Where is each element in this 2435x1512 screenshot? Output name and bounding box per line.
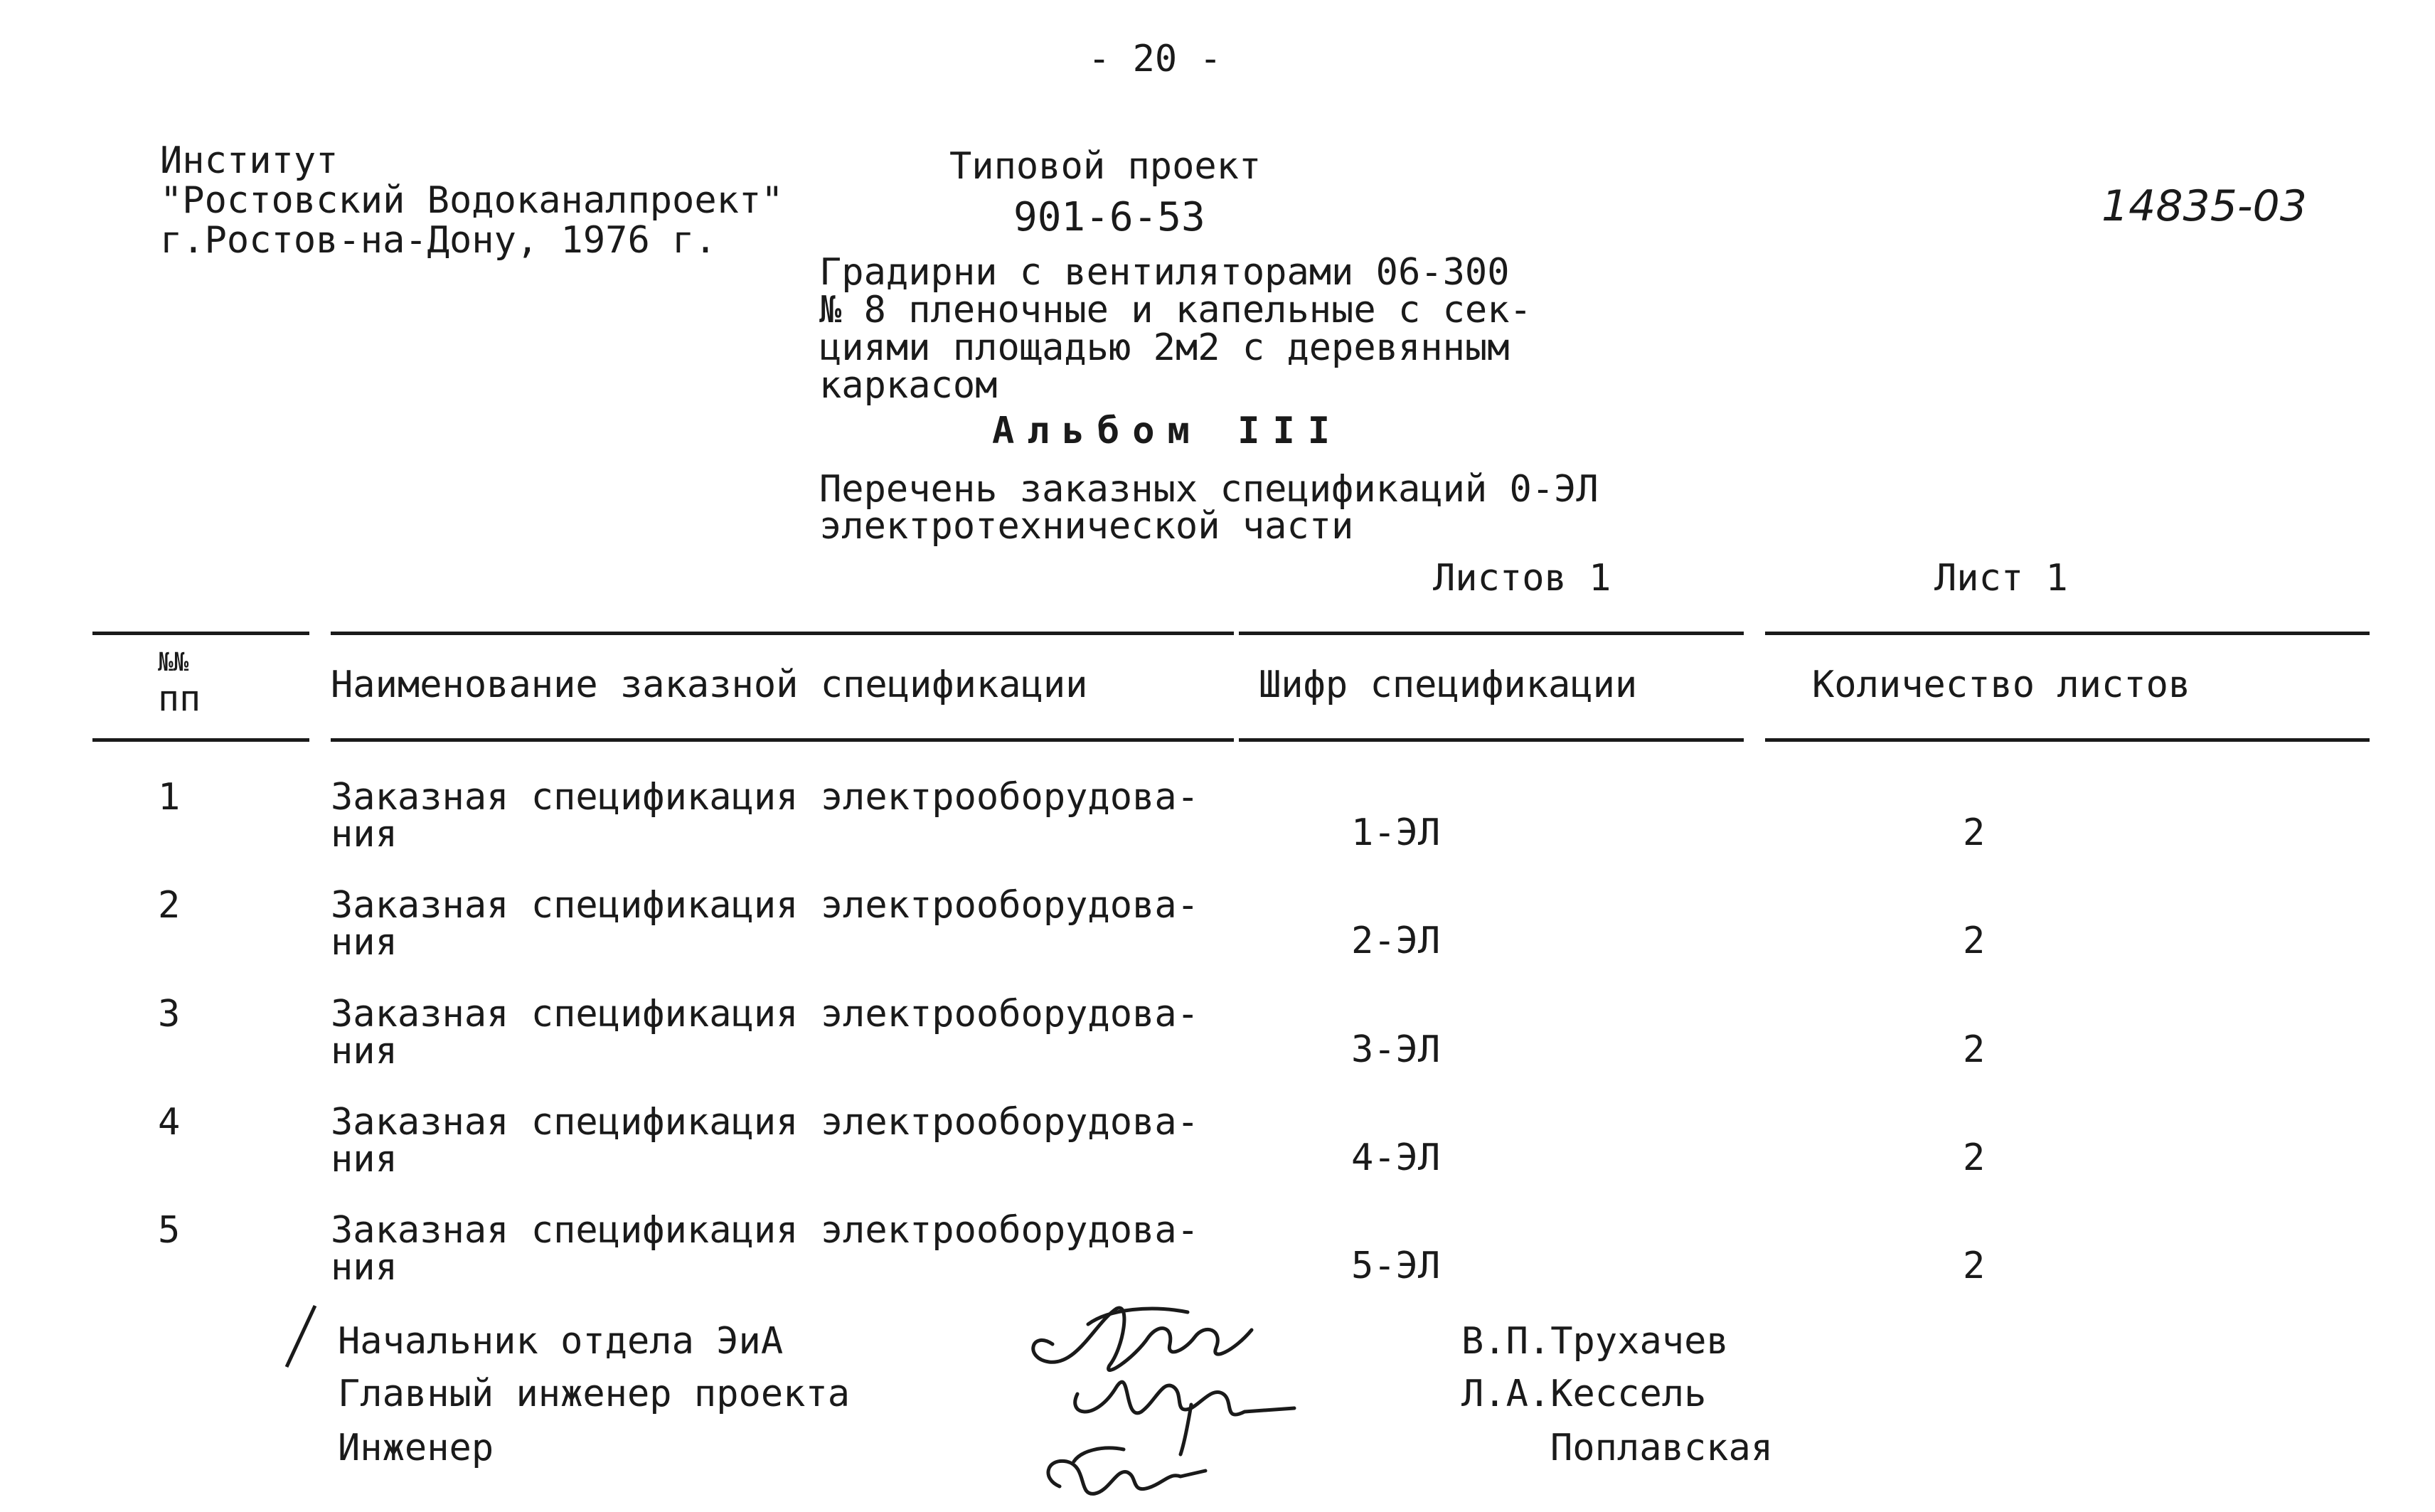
row-count: 2	[1963, 1136, 1986, 1179]
institute-line-3: г.Ростов-на-Дону, 1976 г.	[160, 219, 717, 262]
table-header-rule-4	[1765, 738, 2370, 742]
table-top-rule-3	[1239, 632, 1744, 635]
header-num-1: №№	[158, 648, 189, 677]
project-code: 901-6-53	[1013, 194, 1205, 240]
list-title-1: Перечень заказных спецификаций 0-ЭЛ	[819, 468, 1599, 511]
header-name: Наименование заказной спецификации	[331, 664, 1088, 706]
table-header-rule-3	[1239, 738, 1744, 742]
signature-name-2: Л.А.Кессель	[1461, 1373, 1707, 1415]
row-count: 2	[1963, 1245, 1986, 1287]
project-description-4: каркасом	[819, 364, 998, 407]
row-name-line-1: Заказная спецификация электрооборудова-	[331, 1101, 1199, 1144]
institute-line-2: "Ростовский Водоканалпроект"	[160, 179, 784, 222]
row-code: 5-ЭЛ	[1351, 1245, 1441, 1287]
row-code: 3-ЭЛ	[1351, 1028, 1441, 1071]
archive-number: 14835-03	[2101, 181, 2307, 231]
sheet-number: Лист 1	[1934, 557, 2068, 600]
header-code: Шифр спецификации	[1259, 664, 1638, 706]
row-code: 1-ЭЛ	[1351, 811, 1441, 854]
signature-name-3: Поплавская	[1550, 1427, 1774, 1469]
row-name-line-1: Заказная спецификация электрооборудова-	[331, 884, 1199, 927]
row-number: 4	[158, 1101, 181, 1144]
row-number: 3	[158, 993, 181, 1035]
page-number: - 20 -	[1088, 38, 1222, 80]
album-title: Альбом III	[992, 410, 1343, 452]
row-number: 5	[158, 1209, 181, 1252]
sheets-total: Листов 1	[1433, 557, 1611, 600]
signature-role-2: Главный инженер проекта	[338, 1373, 851, 1415]
row-code: 2-ЭЛ	[1351, 920, 1441, 962]
table-header-rule-2	[331, 738, 1234, 742]
row-name-line-2: ния	[331, 1246, 398, 1289]
table-top-rule-1	[92, 632, 309, 635]
row-count: 2	[1963, 1028, 1986, 1071]
row-name-line-1: Заказная спецификация электрооборудова-	[331, 1209, 1199, 1252]
row-name-line-1: Заказная спецификация электрооборудова-	[331, 993, 1199, 1035]
list-title-2: электротехнической части	[819, 505, 1354, 548]
row-name-line-1: Заказная спецификация электрооборудова-	[331, 776, 1199, 819]
stroke-mark	[281, 1301, 324, 1373]
handwritten-signatures	[1010, 1280, 1309, 1508]
header-num-2: пп	[158, 678, 201, 719]
project-description-2: № 8 пленочные и капельные с сек-	[819, 289, 1532, 331]
row-name-line-2: ния	[331, 813, 398, 856]
project-label: Типовой проект	[949, 145, 1262, 188]
row-count: 2	[1963, 920, 1986, 962]
signature-name-1: В.П.Трухачев	[1461, 1320, 1729, 1363]
project-description-1: Градирни с вентиляторами 06-300	[819, 251, 1510, 294]
table-header-rule-1	[92, 738, 309, 742]
row-name-line-2: ния	[331, 1030, 398, 1072]
institute-line-1: Институт	[160, 139, 339, 182]
signature-role-3: Инженер	[338, 1427, 494, 1469]
row-count: 2	[1963, 811, 1986, 854]
row-name-line-2: ния	[331, 921, 398, 964]
row-number: 1	[158, 776, 181, 819]
header-count: Количество листов	[1812, 664, 2191, 706]
signature-role-1: Начальник отдела ЭиА	[338, 1320, 784, 1363]
project-description-3: циями площадью 2м2 с деревянным	[819, 326, 1510, 369]
table-top-rule-4	[1765, 632, 2370, 635]
row-code: 4-ЭЛ	[1351, 1136, 1441, 1179]
table-top-rule-2	[331, 632, 1234, 635]
row-name-line-2: ния	[331, 1138, 398, 1181]
row-number: 2	[158, 884, 181, 927]
